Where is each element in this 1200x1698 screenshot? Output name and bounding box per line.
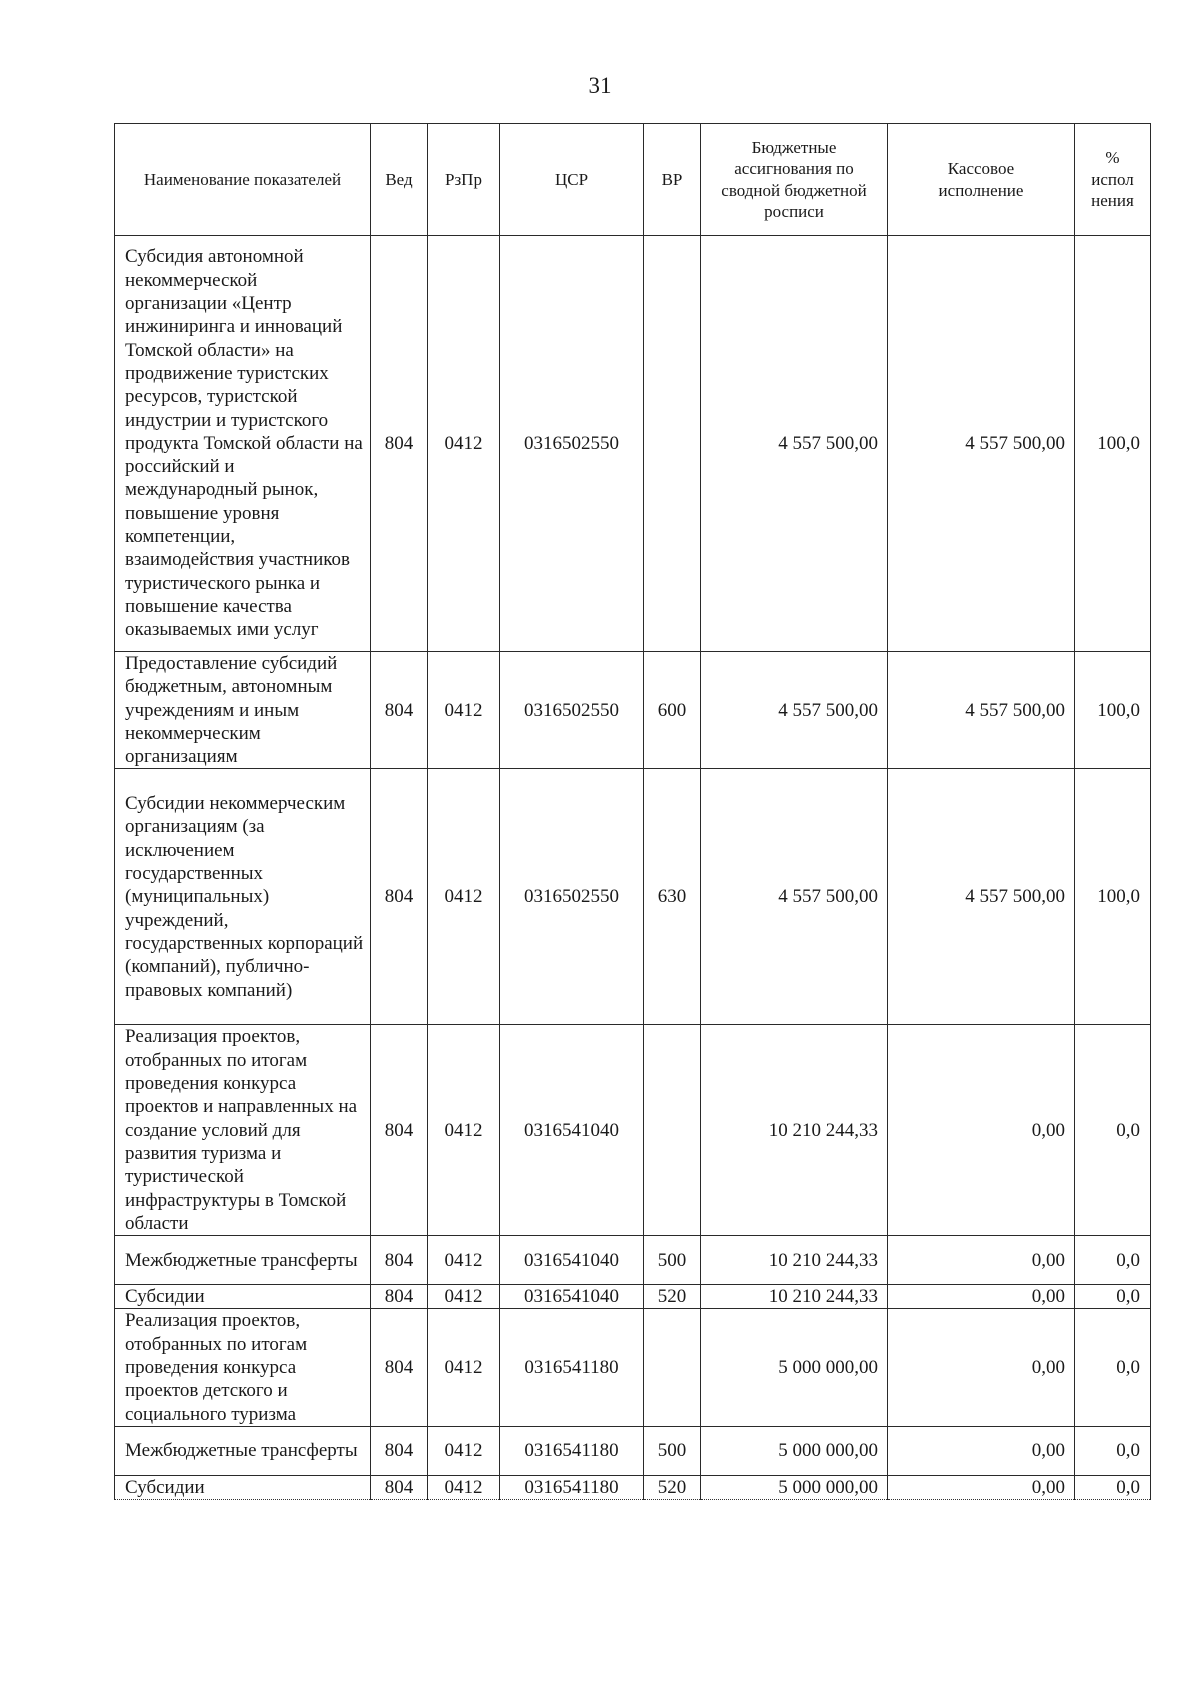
table-header-row — [115, 124, 1151, 236]
row-name: Межбюджетные трансферты — [115, 1236, 371, 1285]
row-rzpr: 0412 — [428, 1426, 500, 1475]
header-percent: % испол нения — [1075, 124, 1151, 236]
row-csr: 0316541040 — [500, 1025, 644, 1236]
table-row — [115, 652, 1151, 769]
row-csr: 0316502550 — [500, 769, 644, 1025]
row-name: Субсидии некоммерческим организациям (за исключением государственных (муниципальных) учреждений, государственных корпораций (компаний), публично-правовых компаний) — [115, 769, 371, 1025]
row-ved: 804 — [371, 1475, 428, 1499]
table-row — [115, 1025, 1151, 1236]
row-cash: 0,00 — [888, 1426, 1075, 1475]
row-cash: 4 557 500,00 — [888, 652, 1075, 769]
table-row — [115, 1236, 1151, 1285]
row-percent: 100,0 — [1075, 236, 1151, 652]
row-csr: 0316502550 — [500, 652, 644, 769]
row-percent: 0,0 — [1075, 1025, 1151, 1236]
row-ved: 804 — [371, 769, 428, 1025]
row-percent: 100,0 — [1075, 652, 1151, 769]
row-rzpr: 0412 — [428, 236, 500, 652]
header-csr: ЦСР — [500, 124, 644, 236]
row-vr: 520 — [644, 1285, 701, 1309]
row-budget: 4 557 500,00 — [701, 769, 888, 1025]
row-rzpr: 0412 — [428, 1475, 500, 1499]
row-ved: 804 — [371, 1025, 428, 1236]
row-csr: 0316541180 — [500, 1426, 644, 1475]
row-rzpr: 0412 — [428, 1285, 500, 1309]
row-cash: 0,00 — [888, 1025, 1075, 1236]
row-ved: 804 — [371, 236, 428, 652]
row-rzpr: 0412 — [428, 1025, 500, 1236]
row-ved: 804 — [371, 1426, 428, 1475]
row-csr: 0316502550 — [500, 236, 644, 652]
row-budget: 4 557 500,00 — [701, 652, 888, 769]
row-rzpr: 0412 — [428, 1309, 500, 1426]
row-vr: 520 — [644, 1475, 701, 1499]
row-percent: 0,0 — [1075, 1236, 1151, 1285]
header-budget: Бюджетные ассигнования по сводной бюджетной росписи — [701, 124, 888, 236]
row-csr: 0316541040 — [500, 1285, 644, 1309]
header-name: Наименование показателей — [115, 124, 371, 236]
row-ved: 804 — [371, 1236, 428, 1285]
row-vr: 500 — [644, 1426, 701, 1475]
row-budget: 5 000 000,00 — [701, 1475, 888, 1499]
row-rzpr: 0412 — [428, 769, 500, 1025]
row-vr — [644, 1025, 701, 1236]
row-cash: 0,00 — [888, 1309, 1075, 1426]
row-vr: 600 — [644, 652, 701, 769]
table-row — [115, 1309, 1151, 1426]
table-row — [115, 769, 1151, 1025]
header-rzpr: РзПр — [428, 124, 500, 236]
row-vr — [644, 236, 701, 652]
header-ved: Вед — [371, 124, 428, 236]
row-budget: 10 210 244,33 — [701, 1025, 888, 1236]
row-name: Предоставление субсидий бюджетным, автономным учреждениям и иным некоммерческим организациям — [115, 652, 371, 769]
row-csr: 0316541180 — [500, 1309, 644, 1426]
row-cash: 0,00 — [888, 1236, 1075, 1285]
row-percent: 0,0 — [1075, 1285, 1151, 1309]
row-percent: 0,0 — [1075, 1309, 1151, 1426]
row-percent: 100,0 — [1075, 769, 1151, 1025]
row-budget: 5 000 000,00 — [701, 1309, 888, 1426]
row-rzpr: 0412 — [428, 652, 500, 769]
row-vr — [644, 1309, 701, 1426]
row-budget: 5 000 000,00 — [701, 1426, 888, 1475]
table-row — [115, 1426, 1151, 1475]
row-percent: 0,0 — [1075, 1426, 1151, 1475]
header-cash: Кассовое исполнение — [888, 124, 1075, 236]
table-row — [115, 236, 1151, 652]
row-name: Реализация проектов, отобранных по итогам проведения конкурса проектов детского и социального туризма — [115, 1309, 371, 1426]
row-budget: 4 557 500,00 — [701, 236, 888, 652]
row-ved: 804 — [371, 1309, 428, 1426]
row-budget: 10 210 244,33 — [701, 1236, 888, 1285]
row-name: Субсидия автономной некоммерческой организации «Центр инжиниринга и инноваций Томской области» на продвижение туристских ресурсов, туристской индустрии и туристского продукта Томской области на российский и международный рынок, повышение уровня компетенции, взаимодействия участников туристического рынка и повышение качества оказываемых ими услуг — [115, 236, 371, 652]
row-name: Субсидии — [115, 1475, 371, 1499]
row-cash: 0,00 — [888, 1285, 1075, 1309]
header-vr: ВР — [644, 124, 701, 236]
row-name: Межбюджетные трансферты — [115, 1426, 371, 1475]
table-row — [115, 1475, 1151, 1499]
page-number: 31 — [588, 73, 612, 98]
row-cash: 4 557 500,00 — [888, 236, 1075, 652]
row-cash: 4 557 500,00 — [888, 769, 1075, 1025]
row-budget: 10 210 244,33 — [701, 1285, 888, 1309]
row-csr: 0316541180 — [500, 1475, 644, 1499]
row-percent: 0,0 — [1075, 1475, 1151, 1499]
row-ved: 804 — [371, 652, 428, 769]
row-name: Реализация проектов, отобранных по итогам проведения конкурса проектов и направленных на создание условий для развития туризма и туристической инфраструктуры в Томской области — [115, 1025, 371, 1236]
budget-execution-table — [114, 123, 1151, 1500]
row-vr: 630 — [644, 769, 701, 1025]
row-name: Субсидии — [115, 1285, 371, 1309]
row-csr: 0316541040 — [500, 1236, 644, 1285]
row-rzpr: 0412 — [428, 1236, 500, 1285]
row-ved: 804 — [371, 1285, 428, 1309]
row-cash: 0,00 — [888, 1475, 1075, 1499]
row-vr: 500 — [644, 1236, 701, 1285]
table-row — [115, 1285, 1151, 1309]
